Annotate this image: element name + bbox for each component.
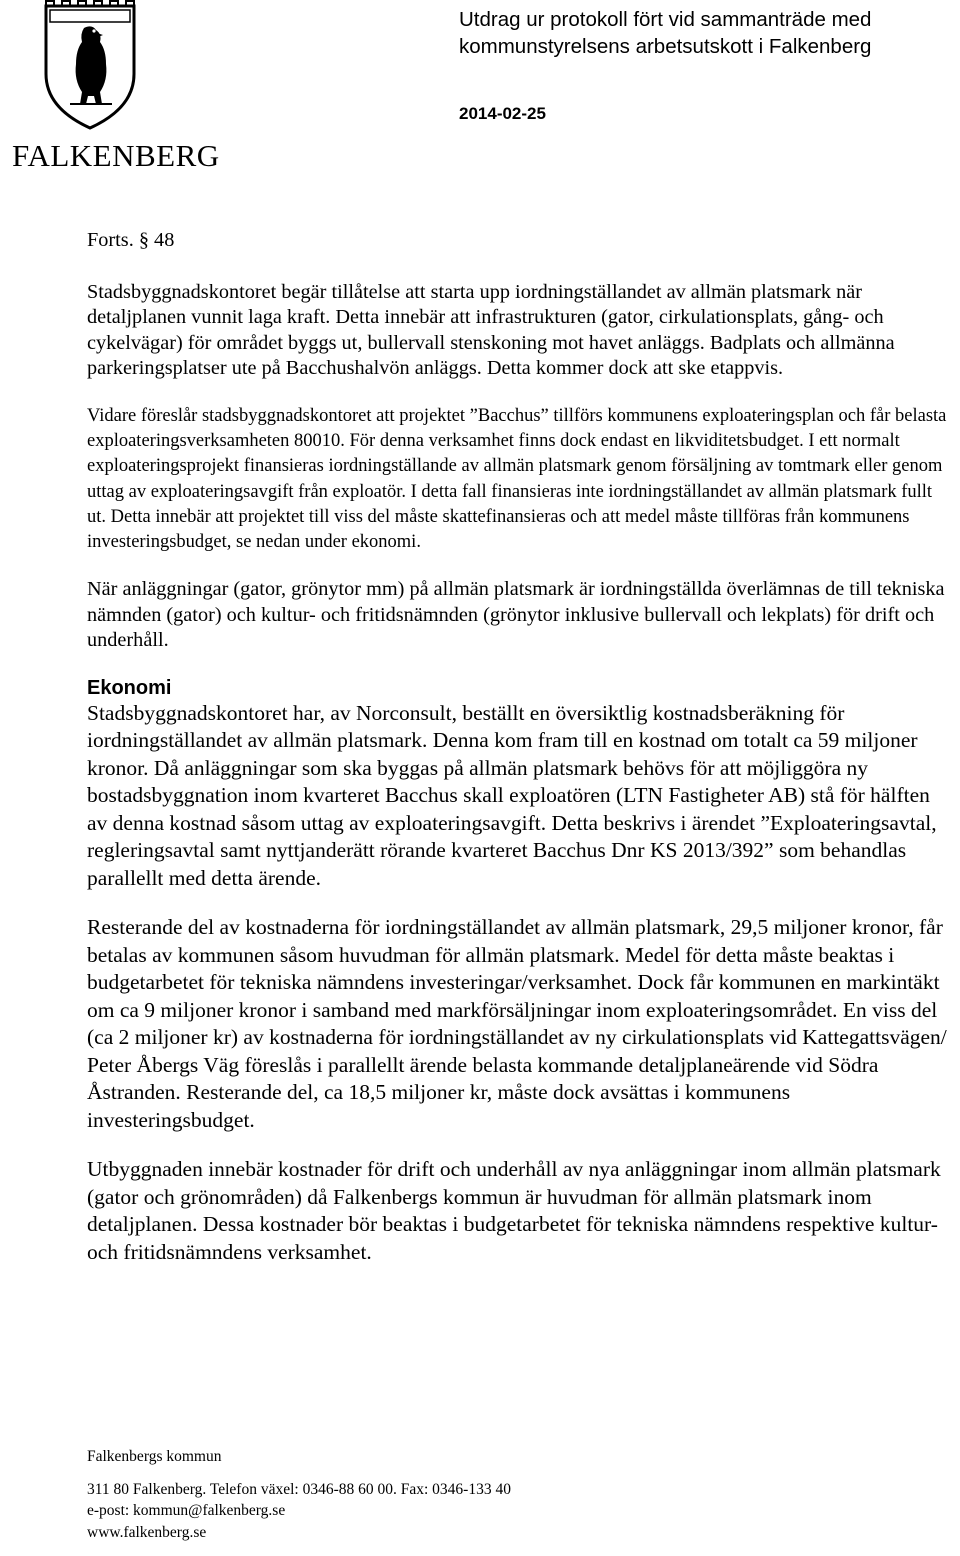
document-title: Utdrag ur protokoll fört vid sammanträde med kommunstyrelsens arbetsutskott i Falkenberg: [459, 8, 872, 58]
document-body: [87, 228, 955, 1288]
logo-wordmark: FALKENBERG: [12, 138, 220, 173]
document-date: 2014-02-25: [459, 104, 546, 123]
footer-web[interactable]: www.falkenberg.se: [87, 1523, 207, 1541]
paragraph: Vidare föreslår stadsbyggnadskontoret att projektet ”Bacchus” tillförs kommunens exploateringsplan och får belasta exploateringsverksamheten 80010. För denna verksamhet finns dock endast en likviditetsbudget. I ett normalt exploateringsprojekt finansieras iordningställande av allmän platsmark genom försäljning av tomtmark eller genom uttag av exploateringsavgift från exploatör. I detta fall finansieras inte iordningställandet av allmän platsmark fullt ut. Detta innebär att projektet till viss del måste skattefinansieras och att medel måste tillföras från kommunens investeringsbudget, se nedan under ekonomi.: [87, 405, 947, 552]
footer-org: Falkenbergs kommun: [87, 1448, 222, 1465]
paragraph: Stadsbyggnadskontoret begär tillåtelse att starta upp iordningställandet av allmän platsmark när detaljplanen vunnit laga kraft. Detta innebär att infrastrukturen (gator, cirkulationsplats, gång- och cykelvägar) för området byggs ut, bullervall stenskoning mot havet anläggs. Badplats och allmänna parkeringsplatser ute på Bacchushalvön anläggs. Detta kommer dock att ske etappvis.: [87, 280, 895, 380]
footer: [87, 1446, 511, 1543]
footer-address: 311 80 Falkenberg. Telefon växel: 0346-88 60 00. Fax: 0346-133 40: [87, 1480, 511, 1498]
paragraph: Resterande del av kostnaderna för iordningställandet av allmän platsmark, 29,5 miljoner kronor, får betalas av kommunen såsom huvudman för allmän platsmark. Medel för detta måste beaktas i budgetarbetet för tekniska nämndens investeringar/verksamhet. Dock får kommunen en markintäkt om ca 9 miljoner kronor i samband med markförsäljningar inom exploateringsområdet. En viss del (ca 2 miljoner kr) av kostnaderna för iordningställandet av ny cirkulationsplats vid Kattegattsvägen/ Peter Åbergs Väg föreslås i parallellt ärende belasta kommande detaljplaneärende vid Södra Åstranden. Resterande del, ca 18,5 miljoner kr, måste dock avsättas i kommunens investeringsbudget.: [87, 915, 947, 1132]
paragraph: Stadsbyggnadskontoret har, av Norconsult, beställt en översiktlig kostnadsberäkning för iordningställandet av allmän platsmark. Denna kom fram till en kostnad om totalt ca 59 miljoner kronor. Då anläggningar som ska byggas på allmän platsmark behövs för att möjliggöra ny bostadsbyggnation inom kvarteret Bacchus skall exploatören (LTN Fastigheter AB) stå för hälften av denna kostnad såsom uttag av exploateringsavgift. Detta beskrivs i ärendet ”Exploateringsavtal, regleringsavtal samt nyttjanderätt rörande kvarteret Bacchus Dnr KS 2013/392” som behandlas parallellt med detta ärende.: [87, 700, 937, 890]
falkenberg-logo: [6, 0, 220, 173]
footer-email[interactable]: e-post: kommun@falkenberg.se: [87, 1502, 286, 1520]
paragraph: När anläggningar (gator, grönytor mm) på allmän platsmark är iordningställda överlämnas de till tekniska nämnden (gator) och kultur- och fritidsnämnden (grönytor inklusive bullervall och lekplats) för drift och underhåll.: [87, 578, 945, 652]
paragraph: Utbyggnaden innebär kostnader för drift och underhåll av nya anläggningar inom allmän platsmark (gator och grönområden) då Falkenbergs kommun är huvudman för allmän platsmark inom detaljplanen. Dessa kostnader bör beaktas i budgetarbetet för tekniska nämndens respektive kultur- och fritidsnämndens verksamhet.: [87, 1157, 941, 1264]
section-reference: Forts. § 48: [87, 229, 175, 251]
coat-of-arms-icon: [40, 0, 140, 132]
section-heading-ekonomi: Ekonomi: [87, 676, 172, 699]
